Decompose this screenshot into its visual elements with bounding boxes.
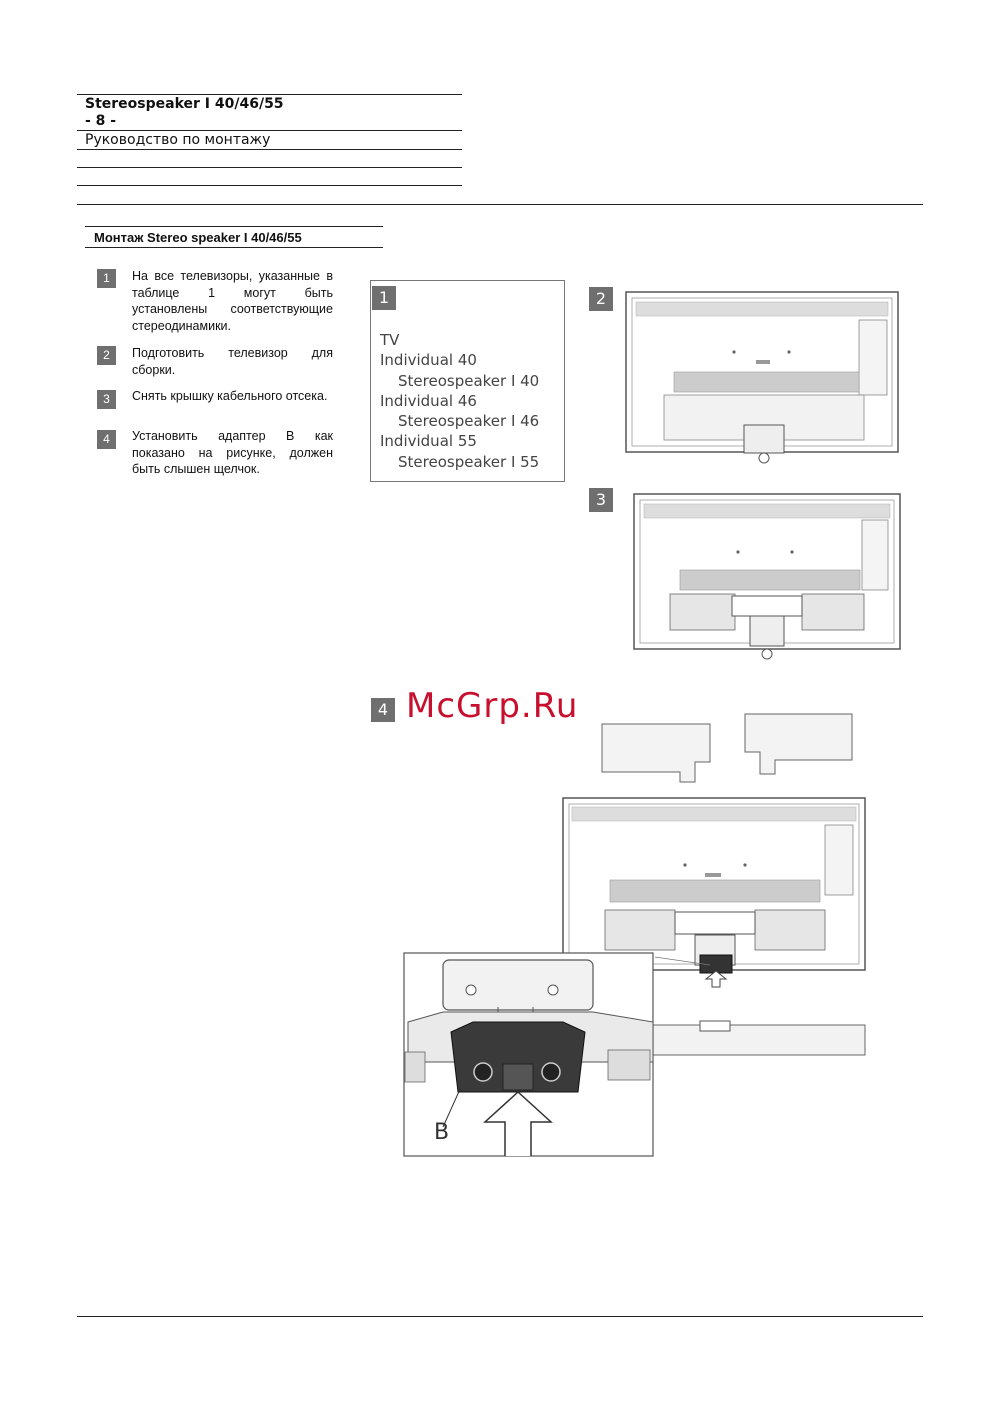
- section-title: Монтаж Stereo speaker I 40/46/55: [94, 230, 302, 245]
- step-1-number: 1: [97, 269, 116, 288]
- table-line-individual-55: Individual 55: [380, 432, 477, 450]
- figure-2-tv-rear: [624, 290, 900, 465]
- watermark: McGrp.Ru: [406, 686, 579, 726]
- figure-2-label: 2: [589, 287, 613, 311]
- table-line-stereospeaker-40: Stereospeaker I 40: [398, 372, 540, 390]
- header-top-rule: [77, 94, 462, 95]
- figure-4-cover-parts: [600, 712, 860, 787]
- section-rule-bottom: [85, 247, 383, 248]
- figure-3-tv-cover-removed: [632, 492, 902, 662]
- step-1-text: На все телевизоры, указанные в таблице 1 могут быть установлены соответствующие стереодинамики.: [132, 269, 333, 333]
- figure-3-label: 3: [589, 488, 613, 512]
- document-title: Stereospeaker I 40/46/55: [85, 96, 284, 112]
- header-rule-2: [77, 130, 462, 131]
- page-number: - 8 -: [85, 113, 117, 129]
- table-1-label: 1: [372, 286, 396, 310]
- step-3-number: 3: [97, 390, 116, 409]
- step-2-number: 2: [97, 346, 116, 365]
- section-rule-top: [85, 226, 383, 227]
- document-subtitle: Руководство по монтажу: [85, 132, 271, 148]
- step-4-text: Установить адаптер B как показано на рисунке, должен быть слышен щелчок.: [132, 429, 333, 476]
- step-2-text: Подготовить телевизор для сборки.: [132, 346, 333, 377]
- header-rule-4: [77, 167, 462, 168]
- step-4-number: 4: [97, 430, 116, 449]
- header-full-rule: [77, 204, 923, 205]
- footer-rule: [77, 1316, 923, 1317]
- header-rule-5: [77, 185, 462, 186]
- header-rule-3: [77, 149, 462, 150]
- table-line-tv: TV: [380, 331, 400, 349]
- step-3-text: Снять крышку кабельного отсека.: [132, 389, 328, 403]
- compatibility-table: [370, 280, 565, 482]
- callout-b-label: B: [434, 1120, 450, 1145]
- table-line-stereospeaker-55: Stereospeaker I 55: [398, 453, 540, 471]
- table-line-individual-46: Individual 46: [380, 392, 477, 410]
- table-line-stereospeaker-46: Stereospeaker I 46: [398, 412, 540, 430]
- figure-4-label: 4: [371, 698, 395, 722]
- table-line-individual-40: Individual 40: [380, 351, 477, 369]
